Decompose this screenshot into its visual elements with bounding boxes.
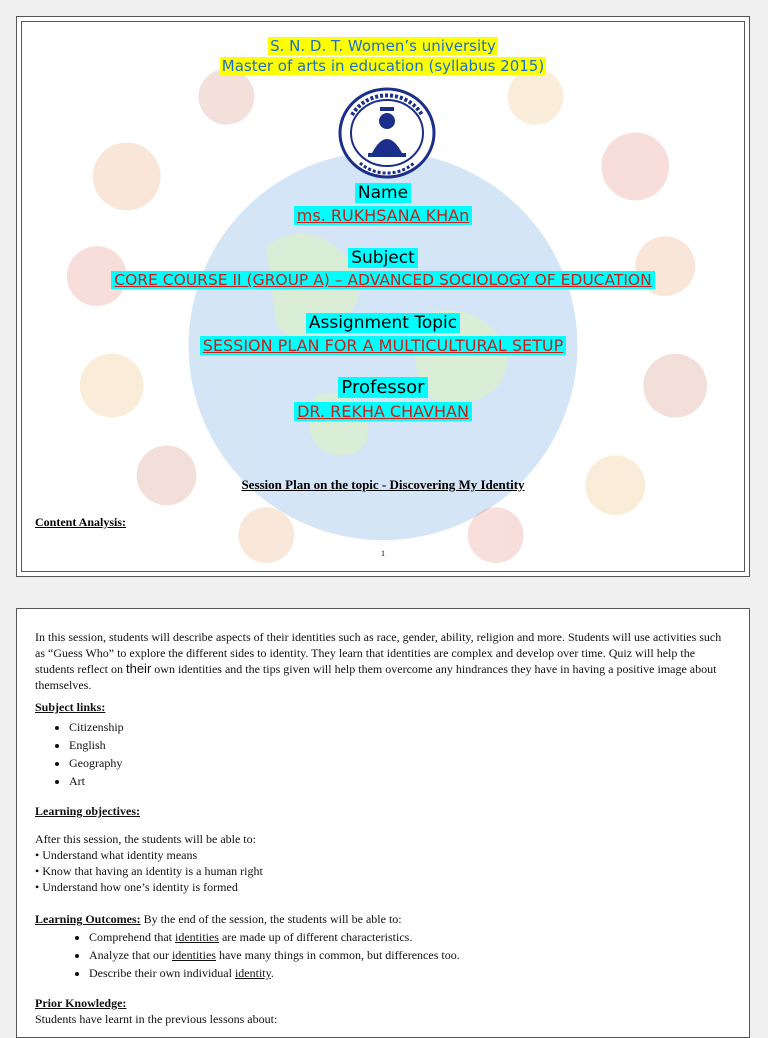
objectives-block: After this session, the students will be able to: • Understand what identity means • Know that having an identity is a human right • Understand how one’s identity is formed — [35, 831, 731, 895]
prior-knowledge-text: Students have learnt in the previous lessons about: — [35, 1012, 278, 1026]
list-item: • English — [69, 737, 731, 753]
list-item: • Comprehend that identities are made up of different characteristics. — [89, 929, 731, 945]
objectives-heading: Learning objectives: — [35, 804, 140, 818]
professor-value-row: DR. REKHA CHAVHAN — [17, 402, 749, 422]
list-item: • Describe their own individual identity. — [89, 965, 731, 981]
programme-line: Master of arts in education (syllabus 2015) — [221, 57, 545, 75]
list-item: • Understand how one’s identity is formed — [35, 880, 238, 894]
topic-label-row: Assignment Topic — [17, 313, 749, 333]
university-seal-icon — [338, 87, 436, 179]
name-value-row: ms. RUKHSANA KHAn — [17, 206, 749, 226]
subject-links-heading: Subject links: — [35, 700, 106, 714]
list-item: • Geography — [69, 755, 731, 771]
list-item: • Analyze that our identities have many things in common, but differences too. — [89, 947, 731, 963]
list-item: • Citizenship — [69, 719, 731, 735]
outcomes-list — [35, 929, 731, 981]
subject-label-row: Subject — [17, 248, 749, 268]
page-number: 1 — [381, 549, 385, 558]
subject-links-list — [35, 719, 731, 789]
outcomes-line: Learning Outcomes: By the end of the session, the students will be able to: — [35, 912, 402, 926]
list-item: • Art — [69, 773, 731, 789]
prior-knowledge-heading: Prior Knowledge: — [35, 996, 127, 1010]
cover-page — [16, 16, 750, 577]
topic-value-row: SESSION PLAN FOR A MULTICULTURAL SETUP — [17, 336, 749, 356]
professor-label-row: Professor — [17, 377, 749, 398]
content-page — [16, 608, 750, 1038]
intro-paragraph: In this session, students will describe aspects of their identities such as race, gender, ability, religion and more. Students will use activities such as “Guess Who” to explore the different sides to identity. They learn that identities are complex and develop over time. Quiz will help the students reflect on their own identities and the tips given will help them overcome any hindrances they have in having a positive image about themselves. — [35, 630, 722, 692]
subject-value-row: CORE COURSE II (GROUP A) – ADVANCED SOCIOLOGY OF EDUCATION — [17, 271, 749, 290]
name-label-row: Name — [17, 183, 749, 203]
university-line: S. N. D. T. Women’s university — [270, 37, 496, 55]
content-analysis-heading: Content Analysis: — [35, 515, 127, 529]
session-plan-title: Session Plan on the topic - Discovering My Identity — [241, 477, 525, 492]
list-item: • Know that having an identity is a human right — [35, 864, 263, 878]
list-item: • Understand what identity means — [35, 848, 198, 862]
